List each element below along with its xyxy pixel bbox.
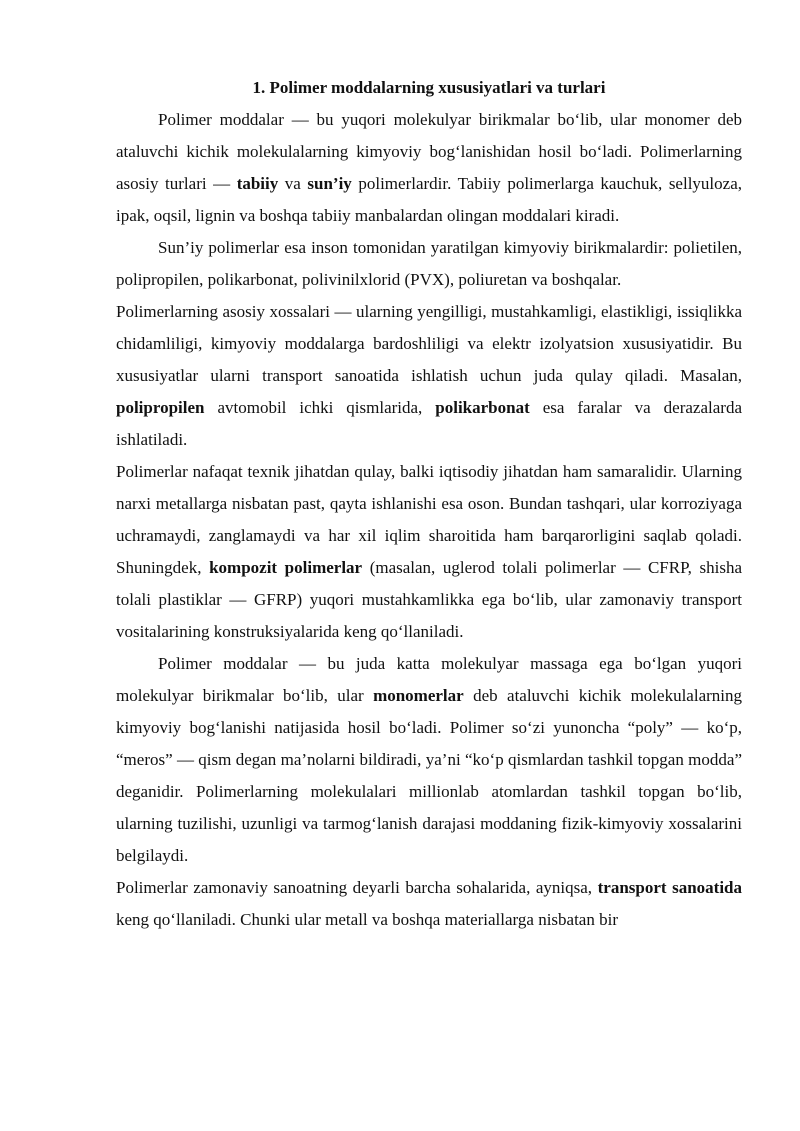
text-run: avtomobil ichki qismlarida,	[204, 398, 436, 417]
paragraph-synthetic-polymers: Sun’iy polimerlar esa inson tomonidan yaratilgan kimyoviy birikmalardir: polietilen, polipropilen, polikarbonat, polivinilxlorid (PVX), poliuretan va boshqalar.	[116, 238, 742, 289]
paragraph-properties	[116, 296, 742, 456]
bold-term-kompozit-polimerlar: kompozit polimerlar	[209, 558, 363, 577]
text-run: Polimerlar zamonaviy sanoatning deyarli barcha sohalarida, ayniqsa,	[116, 878, 598, 897]
bold-term-polipropilen: polipropilen	[116, 398, 205, 417]
text-run: polimerlardir. Tabiiy polimerlarga kauchuk, sellyuloza, ipak, oqsil, lignin va boshqa tabiiy manbalardan olingan moddalari kiradi.	[116, 174, 742, 225]
text-run: Polimer moddalar — bu juda katta molekulyar massaga ega bo‘lgan yuqori molekulyar birikmalar bo‘lib, ular	[116, 654, 742, 705]
bold-term-polikarbonat: polikarbonat	[435, 398, 530, 417]
paragraph-natural-polymers	[116, 104, 742, 232]
text-run: (masalan, uglerod tolali polimerlar — CFRP, shisha tolali plastiklar — GFRP) yuqori mustahkamlikka ega bo‘lib, ular zamonaviy transport vositalarining konstruksiyalarida keng qo‘llaniladi.	[116, 558, 742, 641]
text-run: esa faralar va derazalarda ishlatiladi.	[116, 398, 742, 449]
paragraph-economics	[116, 456, 742, 648]
section-heading: 1. Polimer moddalarning xususiyatlari va turlari	[252, 78, 606, 97]
bold-term-transport-sanoatida: transport sanoatida	[597, 878, 743, 897]
text-run: keng qo‘llaniladi. Chunki ular metall va boshqa materiallarga nisbatan bir	[116, 910, 618, 929]
text-run: Polimer moddalar — bu yuqori molekulyar birikmalar bo‘lib, ular monomer deb ataluvchi kichik molekulalarning kimyoviy bog‘lanishidan hosil bo‘ladi. Polimerlarning asosiy turlari —	[116, 110, 742, 193]
paragraph-transport-usage	[116, 872, 742, 936]
text-run: va	[278, 174, 308, 193]
text-run: Polimerlar nafaqat texnik jihatdan qulay, balki iqtisodiy jihatdan ham samaralidir. Ularning narxi metallarga nisbatan past, qayta ishlanishi esa oson. Bundan tashqari, ular korroziyaga uchramaydi, zanglamaydi va har xil iqlim sharoitida ham barqarorligini saqlab qoladi. Shuningdek,	[116, 462, 742, 577]
paragraph-definition	[116, 648, 742, 872]
text-run: Polimerlarning asosiy xossalari — ularning yengilligi, mustahkamligi, elastikligi, issiqlikka chidamliligi, kimyoviy moddalarga bardoshliligi va elektr izolyatsion xususiyatidir. Bu xususiyatlar ularni transport sanoatida ishlatish uchun juda qulay qiladi. Masalan,	[116, 302, 742, 385]
bold-term-tabiiy: tabiiy	[236, 174, 279, 193]
bold-term-monomerlar: monomerlar	[373, 686, 464, 705]
bold-term-suniy: sun’iy	[307, 174, 352, 193]
text-run: deb ataluvchi kichik molekulalarning kimyoviy bog‘lanishi natijasida hosil bo‘ladi. Polimer so‘zi yunoncha “poly” — ko‘p, “meros” — qism degan ma’nolarni bildiradi, ya’ni “ko‘p qismlardan tashkil topgan modda” deganidir. Polimerlarning molekulalari millionlab atomlardan tashkil topgan bo‘lib, ularning tuzilishi, uzunligi va tarmog‘lanish darajasi moddaning fizik-kimyoviy xossalarini belgilaydi.	[116, 686, 742, 865]
